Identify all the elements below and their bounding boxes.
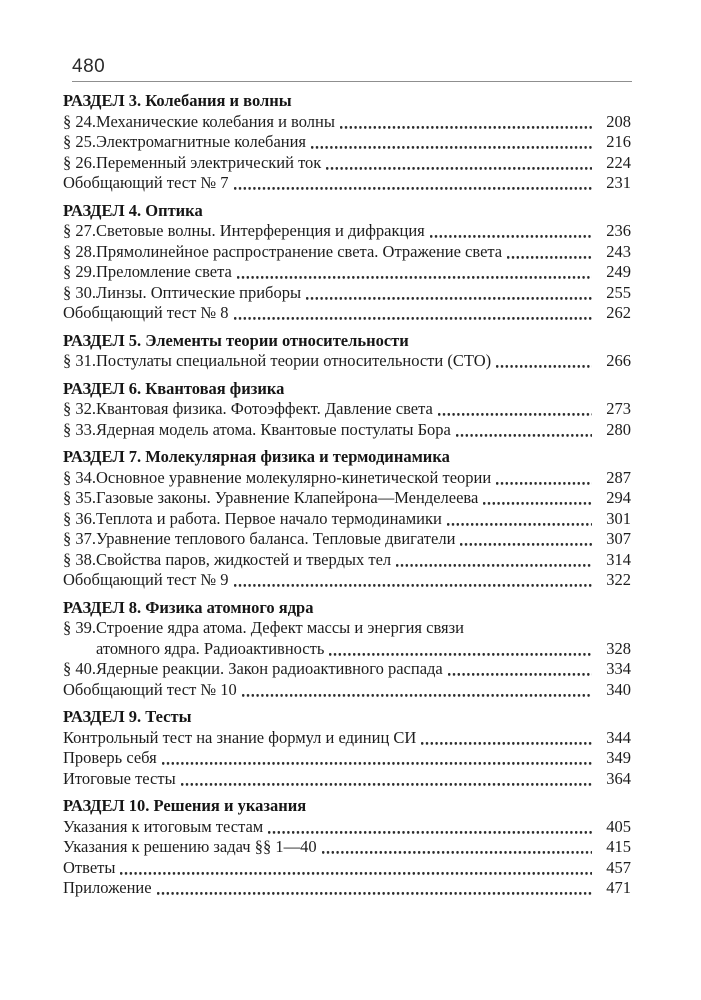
toc-entry [63,618,631,639]
dotted-leader [326,153,592,174]
toc-entry [63,570,631,591]
dotted-leader [234,303,592,324]
toc-entry-label: Обобщающий тест № 10 [63,679,237,699]
toc-entry-label: Механические колебания и волны [96,111,335,131]
toc-entry [63,659,631,680]
toc-section [63,379,631,441]
toc-section-title: РАЗДЕЛ 9. Тесты [63,707,192,726]
dotted-leader [430,221,592,242]
toc-entry [63,351,631,372]
dotted-leader [322,837,592,858]
toc-entry-number: § 31. [63,351,96,370]
toc-entry-label: Линзы. Оптические приборы [96,282,302,302]
dotted-leader [460,529,592,550]
toc-section-title: РАЗДЕЛ 8. Физика атомного ядра [63,597,314,617]
toc-entry [63,488,631,509]
toc-entry-number: § 25. [63,132,96,151]
toc-entry-label-line2: атомного ядра. Радиоактивность [96,638,325,658]
toc-entry-page: 208 [606,111,631,131]
toc-entry [63,468,631,489]
toc-entry-number: § 35. [63,488,96,507]
toc-entry-number: § 28. [63,241,96,261]
toc-entry-page: 405 [606,816,631,836]
dotted-leader [181,769,592,790]
dotted-leader [306,283,592,304]
toc-entry [63,420,631,441]
toc-entry [63,769,631,790]
toc-entry-page: 294 [606,488,631,507]
toc-entry-number: § 36. [63,508,96,528]
page-number: 480 [72,56,106,77]
toc-entry-page: 262 [606,303,631,322]
toc-entry-page: 334 [606,659,631,678]
toc-section-title: РАЗДЕЛ 7. Молекулярная физика и термодинамика [63,447,450,466]
dotted-leader [120,858,592,879]
toc-section [63,91,631,194]
dotted-leader [340,112,592,133]
toc-entry-number: § 37. [63,529,96,548]
toc-entry-page: 457 [606,857,631,877]
toc-entry-label: Обобщающий тест № 7 [63,173,229,192]
dotted-leader [311,132,592,153]
toc-entry-label: Ядерная модель атома. Квантовые постулаты Бора [96,419,451,439]
toc-entry-label: Приложение [63,878,152,897]
dotted-leader [157,878,592,899]
toc-entry-label: Контрольный тест на знание формул и единиц СИ [63,727,417,747]
page-header [72,56,632,82]
toc-entry-label: Квантовая физика. Фотоэффект. Давление света [96,399,433,418]
toc-entry-label: Преломление света [96,262,232,281]
toc-entry-continuation [63,639,631,660]
toc-entry-number: § 24. [63,111,96,131]
toc-section [63,796,631,899]
toc-entry-number: § 39. [63,618,96,637]
toc-entry-page: 224 [606,152,631,172]
dotted-leader [162,748,592,769]
toc-entry [63,878,631,899]
header-rule [72,81,632,82]
toc-entry-page: 287 [606,467,631,487]
dotted-leader [496,351,592,372]
table-of-contents [63,91,631,899]
toc-entry-page: 249 [606,262,631,281]
dotted-leader [234,173,592,194]
toc-entry-label: Теплота и работа. Первое начало термодинамики [96,508,442,528]
dotted-leader [329,639,592,660]
toc-entry-page: 266 [606,351,631,370]
toc-entry-page: 301 [606,508,631,528]
toc-entry-page: 255 [606,282,631,302]
toc-entry [63,728,631,749]
toc-section [63,201,631,324]
dotted-leader [237,262,592,283]
toc-entry-number: § 30. [63,282,96,302]
toc-entry-label: Уравнение теплового баланса. Тепловые двигатели [96,529,456,548]
dotted-leader [234,570,592,591]
dotted-leader [438,399,592,420]
toc-entry-number: § 40. [63,659,96,678]
dotted-leader [421,728,592,749]
toc-entry [63,680,631,701]
toc-entry-label: Проверь себя [63,748,157,767]
toc-entry-label: Обобщающий тест № 9 [63,570,229,589]
dotted-leader [483,488,592,509]
toc-entry [63,550,631,571]
toc-entry-page: 322 [606,570,631,589]
toc-entry-number: § 27. [63,221,96,240]
toc-entry-page: 314 [606,549,631,569]
toc-section-title: РАЗДЕЛ 6. Квантовая физика [63,378,285,398]
toc-entry-page: 328 [606,638,631,658]
toc-entry-label: Переменный электрический ток [96,152,322,172]
toc-entry [63,509,631,530]
dotted-leader [496,468,592,489]
toc-entry-number: § 33. [63,419,96,439]
toc-entry-page: 364 [606,768,631,788]
dotted-leader [268,817,592,838]
toc-entry-number: § 38. [63,549,96,569]
toc-section-title: РАЗДЕЛ 4. Оптика [63,200,203,220]
toc-entry-number: § 29. [63,262,96,281]
toc-entry-label: Ответы [63,857,116,877]
toc-entry-label: Указания к итоговым тестам [63,816,264,836]
toc-entry-label: Основное уравнение молекулярно-кинетической теории [96,467,492,487]
toc-entry [63,262,631,283]
toc-entry-label: Газовые законы. Уравнение Клапейрона—Менделеева [96,488,479,507]
toc-entry-page: 349 [606,748,631,767]
toc-entry-number: § 26. [63,152,96,172]
dotted-leader [507,242,592,263]
toc-section-title: РАЗДЕЛ 3. Колебания и волны [63,91,292,110]
toc-entry-page: 280 [606,419,631,439]
toc-entry-page: 273 [606,399,631,418]
toc-entry-label: Прямолинейное распространение света. Отражение света [96,241,503,261]
toc-entry-page: 307 [606,529,631,548]
toc-entry-label: Свойства паров, жидкостей и твердых тел [96,549,392,569]
toc-entry-label: Указания к решению задач §§ 1—40 [63,837,317,856]
toc-entry [63,242,631,263]
toc-entry [63,153,631,174]
toc-entry-number: § 32. [63,399,96,418]
toc-entry-page: 471 [606,878,631,897]
dotted-leader [242,680,592,701]
dotted-leader [448,659,592,680]
toc-entry-page: 415 [606,837,631,856]
toc-entry-page: 344 [606,727,631,747]
toc-entry [63,173,631,194]
toc-entry [63,132,631,153]
toc-entry-label: Электромагнитные колебания [96,132,307,151]
toc-entry-label: Итоговые тесты [63,768,176,788]
toc-entry [63,303,631,324]
toc-entry-label: Обобщающий тест № 8 [63,303,229,322]
toc-entry [63,112,631,133]
dotted-leader [456,420,592,441]
toc-entry-page: 243 [606,241,631,261]
toc-section-title: РАЗДЕЛ 5. Элементы теории относительности [63,330,409,350]
toc-entry [63,529,631,550]
toc-entry [63,858,631,879]
toc-entry-label: Строение ядра атома. Дефект массы и энергия связи [96,618,464,637]
toc-entry-page: 340 [606,679,631,699]
dotted-leader [396,550,592,571]
toc-section [63,331,631,372]
toc-entry [63,221,631,242]
toc-entry-page: 236 [606,221,631,240]
toc-entry-page: 216 [606,132,631,151]
toc-entry [63,817,631,838]
toc-entry [63,283,631,304]
toc-section [63,598,631,701]
toc-entry [63,399,631,420]
toc-entry-label: Постулаты специальной теории относительности (СТО) [96,351,492,370]
toc-section-title: РАЗДЕЛ 10. Решения и указания [63,796,307,815]
toc-entry-label: Ядерные реакции. Закон радиоактивного распада [96,659,443,678]
toc-entry [63,837,631,858]
toc-section [63,447,631,591]
toc-section [63,707,631,789]
toc-entry [63,748,631,769]
dotted-leader [447,509,592,530]
toc-entry-page: 231 [606,173,631,192]
toc-entry-number: § 34. [63,467,96,487]
toc-entry-label: Световые волны. Интерференция и дифракция [96,221,425,240]
